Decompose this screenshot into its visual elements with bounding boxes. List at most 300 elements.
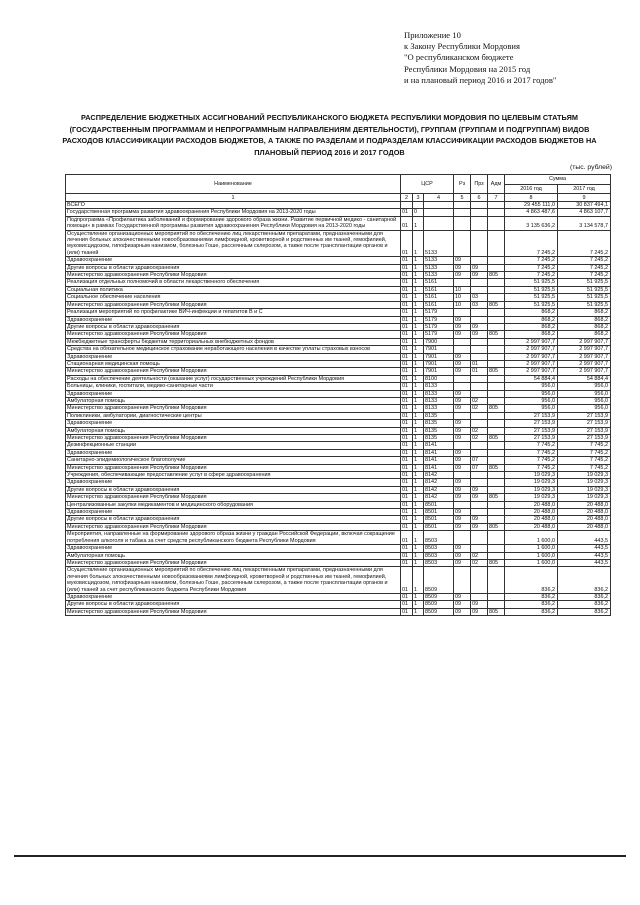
rz-code [454, 412, 471, 419]
csr-code: 5161 [424, 279, 454, 286]
sum-2016: 7 245,2 [505, 257, 558, 264]
csr-program: 01 [401, 552, 413, 559]
csr-code: 5161 [424, 294, 454, 301]
csr-program: 01 [401, 531, 413, 545]
sum-2017: 27 153,9 [558, 412, 611, 419]
rz-code: 09 [454, 427, 471, 434]
csr-program: 01 [401, 442, 413, 449]
rz-code: 09 [454, 316, 471, 323]
csr-code: 8509 [424, 601, 454, 608]
prz-code: 09 [471, 272, 488, 279]
csr-subprogram: 1 [413, 509, 424, 516]
sum-2016: 956,0 [505, 383, 558, 390]
prz-code [471, 209, 488, 216]
sum-2016: 7 245,2 [505, 272, 558, 279]
sum-2017: 54 884,4 [558, 375, 611, 382]
rz-code: 09 [454, 390, 471, 397]
csr-code: 8133 [424, 405, 454, 412]
table-row [66, 331, 611, 338]
csr-code: 8509 [424, 608, 454, 615]
prz-code: 02 [471, 435, 488, 442]
sum-2017: 868,2 [558, 331, 611, 338]
sum-2017: 27 153,9 [558, 435, 611, 442]
rz-code: 09 [454, 516, 471, 523]
header-2017: 2017 год [558, 184, 611, 194]
column-number: 5 [454, 194, 471, 202]
rz-code: 09 [454, 608, 471, 615]
prz-code: 09 [471, 264, 488, 271]
csr-subprogram: 1 [413, 257, 424, 264]
rz-code: 09 [454, 486, 471, 493]
prz-code: 09 [471, 331, 488, 338]
csr-subprogram: 0 [413, 209, 424, 216]
rz-code [454, 501, 471, 508]
table-row [66, 323, 611, 330]
csr-subprogram: 1 [413, 449, 424, 456]
sum-2017: 2 997 907,7 [558, 368, 611, 375]
sum-2016: 1 600,0 [505, 559, 558, 566]
csr-subprogram: 1 [413, 286, 424, 293]
adm-code [488, 323, 505, 330]
csr-code: 8141 [424, 464, 454, 471]
csr-subprogram: 1 [413, 559, 424, 566]
csr-program: 01 [401, 353, 413, 360]
csr-subprogram: 1 [413, 331, 424, 338]
row-name: Расходы на обеспечение деятельности (оказание услуг) государственных учреждений Республики Мордовия [66, 375, 401, 382]
table-row [66, 552, 611, 559]
table-row [66, 264, 611, 271]
csr-subprogram: 1 [413, 435, 424, 442]
prz-code [471, 353, 488, 360]
csr-code: 5133 [424, 230, 454, 257]
csr-subprogram: 1 [413, 552, 424, 559]
rz-code [454, 202, 471, 209]
sum-2016: 27 153,9 [505, 412, 558, 419]
table-row [66, 486, 611, 493]
table-row [66, 464, 611, 471]
column-number: 6 [471, 194, 488, 202]
csr-program: 01 [401, 375, 413, 382]
csr-subprogram: 1 [413, 279, 424, 286]
sum-2016: 7 745,2 [505, 442, 558, 449]
adm-code: 805 [488, 301, 505, 308]
prz-code: 02 [471, 397, 488, 404]
table-row [66, 593, 611, 600]
table-row [66, 338, 611, 345]
row-name: Средства на обязательное медицинское страхование неработающего населения в качестве уплаты страховых взносов [66, 346, 401, 353]
table-row [66, 209, 611, 216]
adm-code [488, 472, 505, 479]
sum-2017: 443,5 [558, 559, 611, 566]
table-row [66, 346, 611, 353]
sum-2017: 27 153,9 [558, 420, 611, 427]
csr-subprogram: 1 [413, 375, 424, 382]
csr-code: 8142 [424, 486, 454, 493]
rz-code [454, 209, 471, 216]
adm-code [488, 353, 505, 360]
csr-subprogram: 1 [413, 501, 424, 508]
prz-code: 09 [471, 601, 488, 608]
rz-code [454, 472, 471, 479]
sum-2017: 836,2 [558, 601, 611, 608]
adm-code [488, 509, 505, 516]
csr-code: 5133 [424, 257, 454, 264]
header-csr: ЦСР [401, 175, 454, 194]
table-row [66, 368, 611, 375]
table-row [66, 449, 611, 456]
csr-program: 01 [401, 608, 413, 615]
table-row [66, 479, 611, 486]
sum-2017: 51 925,5 [558, 294, 611, 301]
csr-program: 01 [401, 286, 413, 293]
csr-code: 8135 [424, 427, 454, 434]
sum-2017: 3 134 578,7 [558, 216, 611, 230]
sum-2016: 956,0 [505, 390, 558, 397]
csr-code: 5133 [424, 264, 454, 271]
rz-code [454, 346, 471, 353]
row-name: Другие вопросы в области здравоохранения [66, 264, 401, 271]
rz-code: 09 [454, 368, 471, 375]
sum-2016: 836,2 [505, 593, 558, 600]
csr-program: 01 [401, 397, 413, 404]
column-number: 8 [505, 194, 558, 202]
rz-code: 09 [454, 509, 471, 516]
csr-subprogram: 1 [413, 601, 424, 608]
table-row [66, 435, 611, 442]
csr-program: 01 [401, 368, 413, 375]
prz-code [471, 531, 488, 545]
table-row [66, 279, 611, 286]
prz-code: 07 [471, 457, 488, 464]
csr-subprogram: 1 [413, 516, 424, 523]
row-name: Здравоохранение [66, 420, 401, 427]
csr-subprogram: 1 [413, 368, 424, 375]
csr-subprogram: 1 [413, 272, 424, 279]
prz-code: 03 [471, 294, 488, 301]
table-row [66, 397, 611, 404]
sum-2017: 7 745,2 [558, 442, 611, 449]
document-title: РАСПРЕДЕЛЕНИЕ БЮДЖЕТНЫХ АССИГНОВАНИЙ РЕСПУБЛИКАНСКОГО БЮДЖЕТА РЕСПУБЛИКИ МОРДОВИЯ ПО ЦЕЛЕВЫМ СТАТЬЯМ (ГОСУДАРСТВЕННЫМ ПРОГРАММАМ И НЕПРОГРАММНЫМ НАПРАВЛЕНИЯМ ДЕЯТЕЛЬНОСТИ), ГРУППАМ (ГРУППАМ И ПОДГРУППАМ) ВИДОВ РАСХОДОВ КЛАССИФИКАЦИИ РАСХОДОВ БЮДЖЕТОВ, А ТАКЖЕ ПО РАЗДЕЛАМ И ПОДРАЗДЕЛАМ КЛАССИФИКАЦИИ РАСХОДОВ БЮДЖЕТОВ НА ПЛАНОВЫЙ ПЕРИОД 2016 И 2017 ГОДОВ [62, 113, 597, 157]
csr-program: 01 [401, 593, 413, 600]
table-row [66, 375, 611, 382]
rz-code [454, 338, 471, 345]
table-row [66, 390, 611, 397]
rz-code: 09 [454, 420, 471, 427]
row-name: Централизованные закупки медикаментов и медицинского оборудования [66, 501, 401, 508]
rz-code [454, 279, 471, 286]
row-name: Социальная политика [66, 286, 401, 293]
csr-code: 7901 [424, 360, 454, 367]
prz-code: 09 [471, 323, 488, 330]
csr-program: 01 [401, 567, 413, 594]
adm-code [488, 486, 505, 493]
csr-subprogram: 1 [413, 457, 424, 464]
sum-2016: 1 600,0 [505, 552, 558, 559]
prz-code [471, 309, 488, 316]
sum-2017: 27 153,9 [558, 427, 611, 434]
row-name: Министерство здравоохранения Республики Мордовия [66, 301, 401, 308]
sum-2016: 27 153,9 [505, 435, 558, 442]
sum-2016: 7 745,2 [505, 464, 558, 471]
sum-2016: 19 029,3 [505, 494, 558, 501]
csr-subprogram: 1 [413, 464, 424, 471]
csr-code: 8142 [424, 494, 454, 501]
row-name: Министерство здравоохранения Республики Мордовия [66, 435, 401, 442]
prz-code [471, 449, 488, 456]
csr-program: 01 [401, 216, 413, 230]
csr-program: 01 [401, 279, 413, 286]
table-row [66, 516, 611, 523]
csr-code: 8141 [424, 457, 454, 464]
rz-code [454, 442, 471, 449]
row-name: Амбулаторная помощь [66, 552, 401, 559]
row-name: Осуществление организационных мероприятий по обеспечению лиц лекарственными препаратами, предназначенными для лечения больных злокачественными новообразованиями лимфоидной, кроветворной и родственных им тканей, гемофилией, муковисцидозом, гипофизарным нанизмом, болезнью Гоше, рассеянным склерозом, а также после трансплантации органов и (или) тканей [66, 230, 401, 257]
table-row [66, 442, 611, 449]
rz-code: 09 [454, 494, 471, 501]
row-name: Другие вопросы в области здравоохранения [66, 486, 401, 493]
sum-2016: 868,2 [505, 309, 558, 316]
csr-code: 8133 [424, 383, 454, 390]
csr-code: 8142 [424, 479, 454, 486]
csr-subprogram: 1 [413, 316, 424, 323]
sum-2017: 7 245,2 [558, 257, 611, 264]
adm-code [488, 442, 505, 449]
column-number: 7 [488, 194, 505, 202]
csr-subprogram: 1 [413, 230, 424, 257]
row-name: Социальное обеспечение населения [66, 294, 401, 301]
adm-code [488, 257, 505, 264]
sum-2016: 836,2 [505, 567, 558, 594]
rz-code: 09 [454, 479, 471, 486]
row-name: Здравоохранение [66, 593, 401, 600]
appendix-line: "О республиканском бюджете [404, 52, 514, 63]
prz-code: 09 [471, 523, 488, 530]
table-row [66, 257, 611, 264]
sum-2017: 836,2 [558, 608, 611, 615]
rz-code: 09 [454, 552, 471, 559]
column-number: 2 [401, 194, 413, 202]
csr-program: 01 [401, 464, 413, 471]
sum-2017: 20 488,0 [558, 523, 611, 530]
sum-2017: 19 029,3 [558, 479, 611, 486]
header-sum: Сумма [505, 175, 611, 185]
prz-code [471, 412, 488, 419]
adm-code [488, 209, 505, 216]
csr-program: 01 [401, 405, 413, 412]
sum-2016: 20 488,0 [505, 516, 558, 523]
column-numbers-row [66, 194, 611, 202]
rz-code: 09 [454, 601, 471, 608]
appendix-line: к Закону Республики Мордовия [404, 41, 520, 52]
rz-code [454, 230, 471, 257]
sum-2016: 19 029,3 [505, 479, 558, 486]
row-name: Министерство здравоохранения Республики Мордовия [66, 464, 401, 471]
table-row [66, 523, 611, 530]
row-name: Министерство здравоохранения Республики Мордовия [66, 405, 401, 412]
adm-code [488, 279, 505, 286]
sum-2016: 54 884,4 [505, 375, 558, 382]
sum-2017: 7 245,2 [558, 272, 611, 279]
sum-2016: 868,2 [505, 316, 558, 323]
csr-code: 8133 [424, 390, 454, 397]
sum-2017: 51 925,5 [558, 286, 611, 293]
csr-program: 01 [401, 338, 413, 345]
sum-2016: 20 488,0 [505, 501, 558, 508]
prz-code: 03 [471, 301, 488, 308]
row-name: Министерство здравоохранения Республики Мордовия [66, 608, 401, 615]
rz-code: 09 [454, 545, 471, 552]
csr-program: 01 [401, 272, 413, 279]
sum-2016: 27 153,9 [505, 427, 558, 434]
adm-code [488, 593, 505, 600]
csr-code: 7900 [424, 338, 454, 345]
rz-code [454, 216, 471, 230]
csr-code: 8503 [424, 545, 454, 552]
adm-code: 805 [488, 331, 505, 338]
prz-code [471, 390, 488, 397]
prz-code [471, 316, 488, 323]
sum-2017: 7 245,2 [558, 264, 611, 271]
prz-code: 09 [471, 608, 488, 615]
csr-program: 01 [401, 509, 413, 516]
rz-code: 09 [454, 331, 471, 338]
row-name: Министерство здравоохранения Республики Мордовия [66, 272, 401, 279]
budget-table [65, 174, 611, 616]
csr-code [424, 216, 454, 230]
row-name: Подпрограмма «Профилактика заболеваний и формирование здорового образа жизни. Развитие первичной медико - санитарной помощи» в рамках Государственной программы развития здравоохранения Республики Мордовия на 2013-2020 годы [66, 216, 401, 230]
row-name: Поликлиники, амбулатории, диагностические центры [66, 412, 401, 419]
units-label: (тыс. рублей) [569, 164, 612, 171]
table-row [66, 472, 611, 479]
row-name: Амбулаторная помощь [66, 397, 401, 404]
table-row [66, 427, 611, 434]
prz-code [471, 509, 488, 516]
sum-2017: 7 745,2 [558, 457, 611, 464]
sum-2016: 19 029,3 [505, 486, 558, 493]
adm-code [488, 552, 505, 559]
sum-2016: 7 245,2 [505, 264, 558, 271]
adm-code [488, 338, 505, 345]
csr-program: 01 [401, 494, 413, 501]
csr-code: 8503 [424, 559, 454, 566]
sum-2017: 836,2 [558, 593, 611, 600]
csr-code: 8501 [424, 501, 454, 508]
prz-code [471, 230, 488, 257]
csr-code: 8501 [424, 509, 454, 516]
csr-code: 8135 [424, 420, 454, 427]
sum-2017: 51 925,5 [558, 279, 611, 286]
sum-2016: 27 153,9 [505, 420, 558, 427]
sum-2017: 956,0 [558, 405, 611, 412]
csr-code: 5179 [424, 331, 454, 338]
table-row [66, 216, 611, 230]
csr-subprogram: 1 [413, 412, 424, 419]
sum-2016: 7 245,2 [505, 230, 558, 257]
adm-code [488, 383, 505, 390]
prz-code: 02 [471, 405, 488, 412]
row-name: Стационарная медицинская помощь [66, 360, 401, 367]
rz-code: 09 [454, 523, 471, 530]
prz-code: 02 [471, 427, 488, 434]
csr-code: 5179 [424, 323, 454, 330]
prz-code [471, 420, 488, 427]
csr-program: 01 [401, 601, 413, 608]
sum-2016: 51 925,5 [505, 279, 558, 286]
sum-2017: 20 488,0 [558, 509, 611, 516]
table-row [66, 559, 611, 566]
sum-2017: 19 029,3 [558, 494, 611, 501]
table-row [66, 230, 611, 257]
csr-subprogram: 1 [413, 427, 424, 434]
column-number: 1 [66, 194, 401, 202]
csr-subprogram: 1 [413, 486, 424, 493]
sum-2017: 2 997 907,7 [558, 353, 611, 360]
row-name: Амбулаторная помощь [66, 427, 401, 434]
sum-2016: 7 745,2 [505, 449, 558, 456]
csr-program: 01 [401, 294, 413, 301]
table-row [66, 294, 611, 301]
row-name: Осуществление организационных мероприятий по обеспечению лиц лекарственными препаратами, предназначенными для лечения больных злокачественными новообразованиями лимфоидной, кроветворной и родственных им тканей, гемофилией, муковисцидозом, гипофизарным нанизмом, болезнью Гоше, рассеянным склерозом, а также после трансплантации органов и (или) тканей за счет республиканского бюджета Республики Мордовия [66, 567, 401, 594]
header-name: Наименование [66, 175, 401, 194]
prz-code [471, 479, 488, 486]
table-row [66, 360, 611, 367]
prz-code [471, 338, 488, 345]
sum-2017: 19 029,3 [558, 472, 611, 479]
sum-2016: 2 997 907,7 [505, 346, 558, 353]
sum-2016: 51 925,5 [505, 301, 558, 308]
sum-2016: 20 488,0 [505, 509, 558, 516]
table-row [66, 608, 611, 615]
csr-program: 01 [401, 435, 413, 442]
sum-2017: 20 488,0 [558, 516, 611, 523]
sum-2017: 4 863 107,7 [558, 209, 611, 216]
csr-program: 01 [401, 264, 413, 271]
csr-program: 01 [401, 209, 413, 216]
rz-code: 09 [454, 593, 471, 600]
csr-code [424, 209, 454, 216]
row-name: Государственная программа развития здравоохранения Республики Мордовия на 2013-2020 годы [66, 209, 401, 216]
sum-2016: 20 488,0 [505, 523, 558, 530]
sum-2016: 2 997 907,7 [505, 338, 558, 345]
csr-code: 8141 [424, 449, 454, 456]
sum-2016: 868,2 [505, 323, 558, 330]
table-body [66, 202, 611, 616]
sum-2016: 51 925,5 [505, 294, 558, 301]
csr-program: 01 [401, 545, 413, 552]
sum-2017: 443,5 [558, 531, 611, 545]
sum-2017: 51 925,5 [558, 301, 611, 308]
row-name: Здравоохранение [66, 545, 401, 552]
column-number: 3 [413, 194, 424, 202]
sum-2017: 2 997 907,7 [558, 360, 611, 367]
adm-code [488, 531, 505, 545]
row-name: Здравоохранение [66, 353, 401, 360]
csr-program: 01 [401, 501, 413, 508]
prz-code: 09 [471, 516, 488, 523]
csr-program: 01 [401, 346, 413, 353]
csr-program: 01 [401, 427, 413, 434]
csr-code: 8509 [424, 567, 454, 594]
sum-2017: 868,2 [558, 309, 611, 316]
sum-2017: 20 488,0 [558, 501, 611, 508]
sum-2017: 7 245,2 [558, 230, 611, 257]
adm-code [488, 427, 505, 434]
csr-code: 8135 [424, 412, 454, 419]
adm-code [488, 545, 505, 552]
prz-code: 01 [471, 368, 488, 375]
rz-code: 09 [454, 272, 471, 279]
table-row [66, 383, 611, 390]
